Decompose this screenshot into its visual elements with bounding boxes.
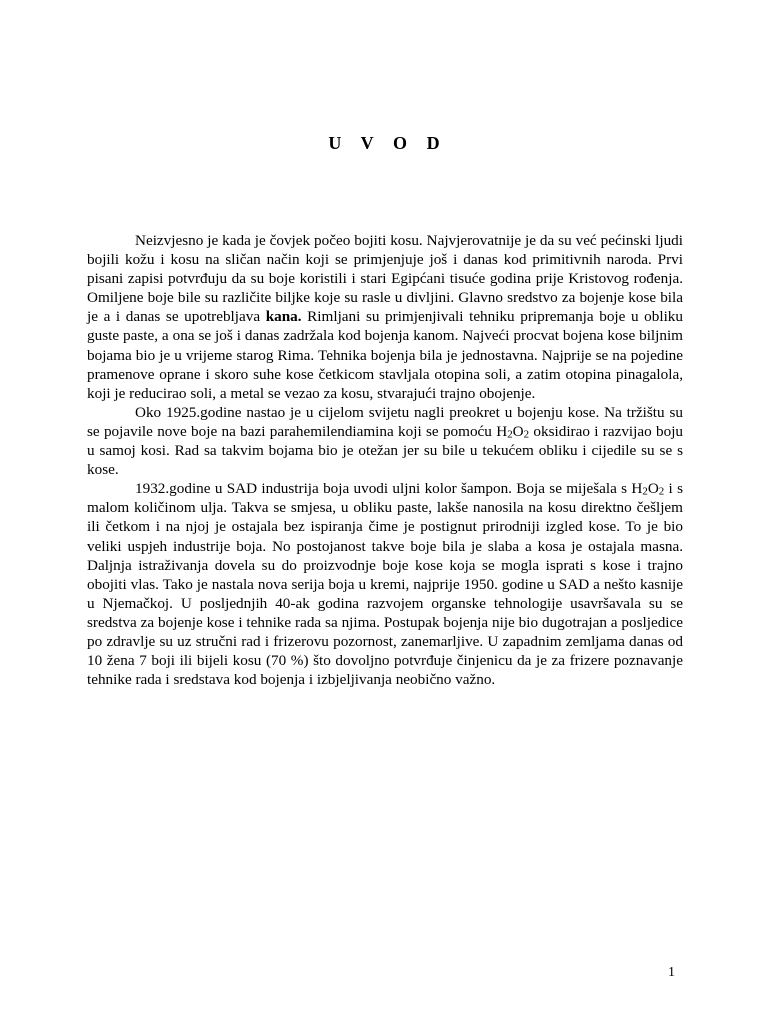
subscript: 2 — [642, 485, 648, 498]
paragraph-text: Neizvjesno je kada je čovjek počeo bojiti kosu. Najvjerovatnije je da su već pećinski ljudi bojili kožu i kosu na sličan način koji se primjenjuje još i danas kod primitivnih naroda. Prvi pisani zapisi potvrđuju da su boje koristili i stari Egipćani tisuće godina prije Kristovog rođenja. Omiljene boje bile su različite biljke koje su rasle u divljini. Glavno sredstvo za bojenje kose bila je a i danas se upotrebljava — [87, 232, 683, 326]
page-number: 1 — [668, 965, 675, 980]
bold-term-kana: kana. — [265, 308, 302, 326]
paragraph-text: 1932.godine u SAD industrija boja uvodi uljni kolor šampon. Boja se miješala s H — [135, 480, 643, 498]
body-text — [87, 231, 683, 689]
page-title: U V O D — [328, 133, 448, 153]
paragraph-text: O — [512, 422, 524, 440]
paragraph-text: O — [647, 480, 659, 498]
paragraph-text: oksidirao i razvijao boju u samoj kosi. Rad sa takvim bojama bio je otežan jer su bile u tekućem obliku i cijedile su se s kose. — [87, 422, 684, 479]
paragraph-1925 — [87, 403, 683, 479]
subscript: 2 — [507, 428, 513, 441]
subscript: 2 — [658, 485, 665, 498]
paragraph-history — [87, 231, 683, 403]
paragraph-text: Rimljani su primjenjivali tehniku pripremanja boje u obliku guste paste, a ona se još i danas zadržala kod bojenja kanom. Najveći procvat bojena kose biljnim bojama bio je u vrijeme starog Rima. Tehnika bojenja bila je jednostavna. Najprije se na pojedine pramenove oprane i skoro suhe kose četkicom stavljala otopina soli, a zatim otopina pinagalola, koji je reducirao soli, a metal se vezao za kosu, stvarajući trajno obojenje. — [87, 308, 683, 402]
paragraph-1932 — [87, 479, 683, 689]
paragraph-text: i s malom količinom ulja. Takva se smjesa, u obliku paste, lakše nanosila na kosu direktno češljem ili četkom i na njoj je ostajala bez ispiranja čime je postignut prirodniji izgled kose. To je bio veliki uspjeh industrije boja. No postojanost takve boje bila je slaba a kosa je ostajala masna. Daljnja istraživanja dovela su do proizvodnje boje kose koja se mogla isprati s kose i trajno obojiti vlas. Tako je nastala nova serija boja u kremi, najprije 1950. godine u SAD a nešto kasnije u Njemačkoj. U posljednjih 40-ak godina razvojem organske tehnologije usavršavala su se sredstva za bojenje kose i tehnike rada sa njima. Postupak bojenja nije bio dugotrajan a posljedice po zdravlje su uz stručni rad i frizerovu pozornost, zanemarljive. U zapadnim zemljama danas od 10 žena 7 boji ili bijeli kosu (70 %) što dovoljno potvrđuje činjenicu da je za frizere poznavanje tehnike rada i sredstava kod bojenja i izbjeljivanja neobično važno. — [87, 480, 683, 689]
subscript: 2 — [523, 428, 530, 441]
paragraph-text: Oko 1925.godine nastao je u cijelom svijetu nagli preokret u bojenju kose. Na tržištu su se pojavile nove boje na bazi parahemilendiamina koji se pomoću H — [87, 403, 683, 440]
